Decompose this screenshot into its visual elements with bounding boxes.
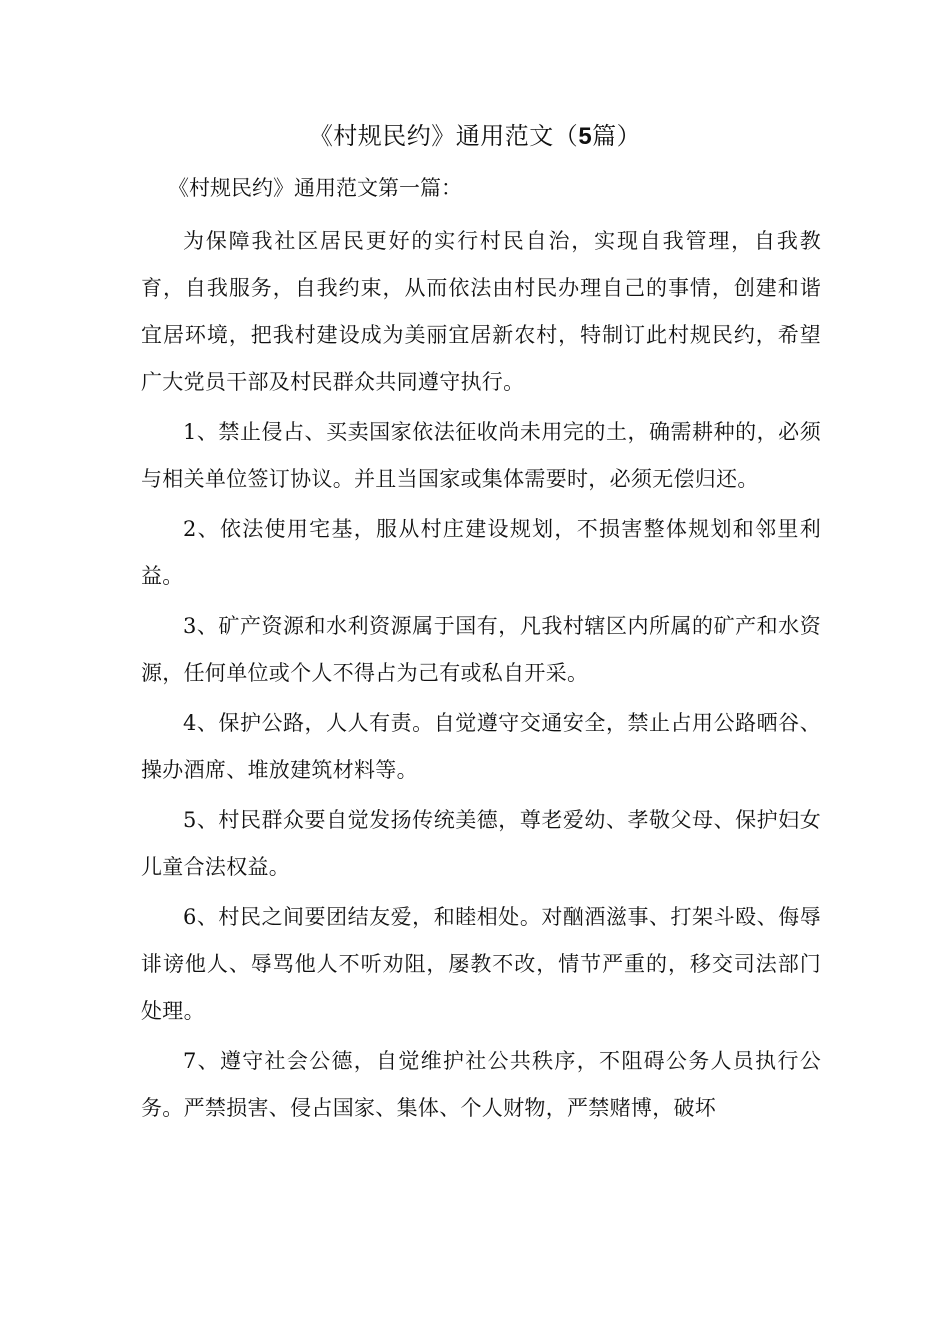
intro-paragraph: 为保障我社区居民更好的实行村民自治，实现自我管理，自我教育，自我服务，自我约束，从而依法由村民办理自己的事情，创建和谐宜居环境，把我村建设成为美丽宜居新农村，特制订此村规民约，希望广大党员干部及村民群众共同遵守执行。 [141, 229, 821, 394]
title-prefix: 《村规民约》通用范文（ [308, 122, 579, 150]
rule-paragraph-3: 3、矿产资源和水利资源属于国有，凡我村辖区内所属的矿产和水资源，任何单位或个人不得占为己有或私自开采。 [141, 614, 821, 685]
document-title [0, 116, 950, 157]
section-heading: 《村规民约》通用范文第一篇： [168, 176, 462, 200]
document-body [141, 218, 821, 1135]
rule-paragraph-2: 2、依法使用宅基，服从村庄建设规划，不损害整体规划和邻里利益。 [141, 517, 821, 588]
rule-paragraph-7: 7、遵守社会公德，自觉维护社公共秩序，不阻碍公务人员执行公务。严禁损害、侵占国家、集体、个人财物，严禁赌博，破坏 [141, 1049, 821, 1120]
title-suffix: 篇） [592, 122, 642, 150]
rule-paragraph-1: 1、禁止侵占、买卖国家依法征收尚未用完的土，确需耕种的，必须与相关单位签订协议。并且当国家或集体需要时，必须无偿归还。 [141, 420, 821, 491]
rule-paragraph-4: 4、保护公路，人人有责。自觉遵守交通安全，禁止占用公路晒谷、操办酒席、堆放建筑材料等。 [141, 711, 821, 782]
title-number: 5 [578, 123, 593, 150]
rule-paragraph-6: 6、村民之间要团结友爱，和睦相处。对酗酒滋事、打架斗殴、侮辱诽谤他人、辱骂他人不听劝阻，屡教不改，情节严重的，移交司法部门处理。 [141, 905, 821, 1023]
rule-paragraph-5: 5、村民群众要自觉发扬传统美德，尊老爱幼、孝敬父母、保护妇女儿童合法权益。 [141, 808, 821, 879]
